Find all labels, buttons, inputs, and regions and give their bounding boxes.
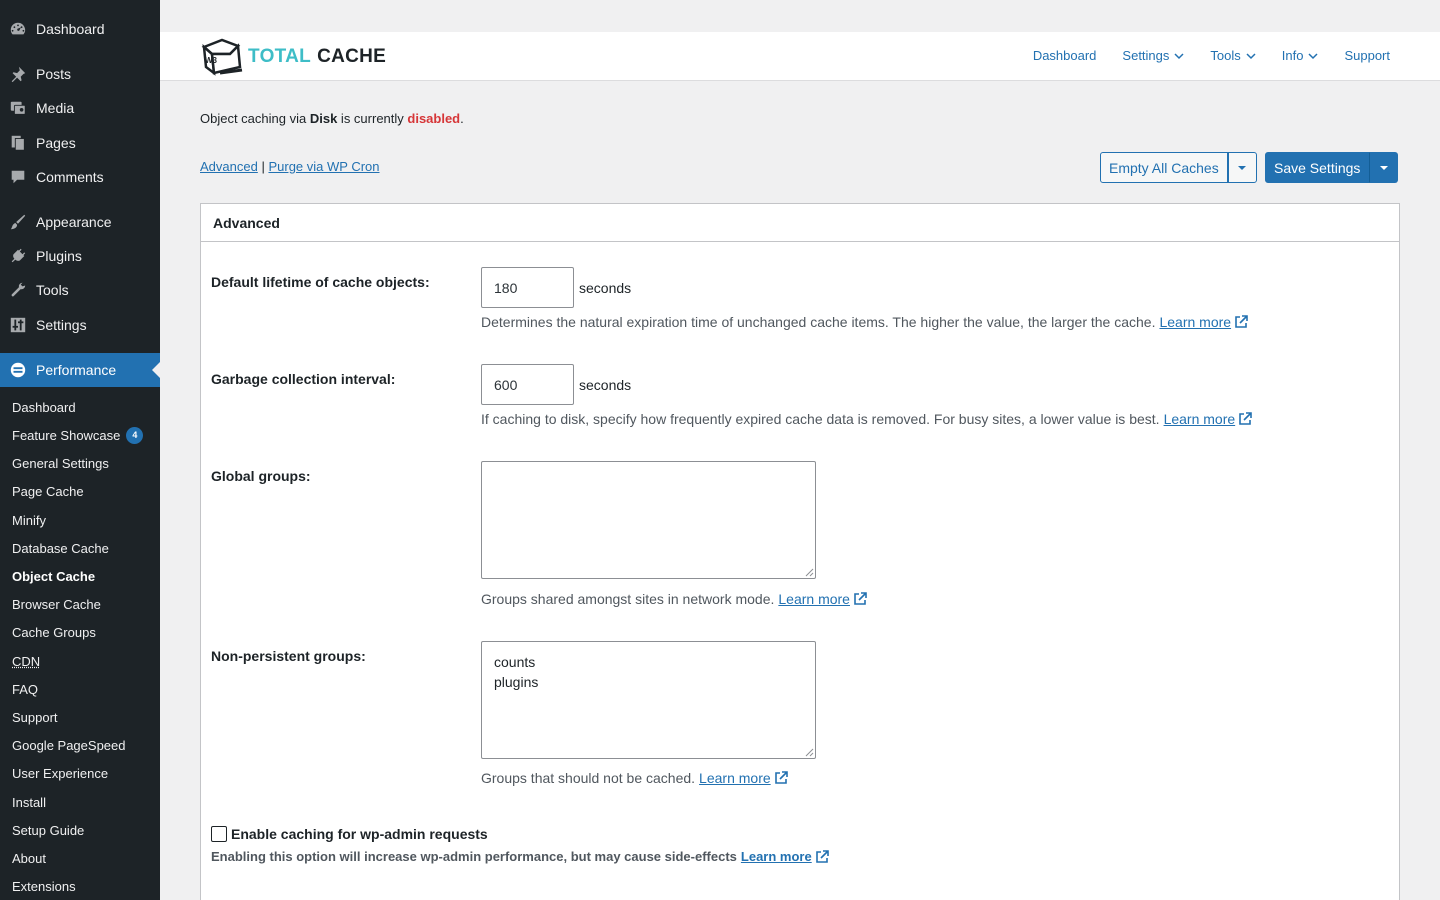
- learn-more-text: Learn more: [1163, 411, 1236, 427]
- menu-label: Tools: [36, 282, 69, 298]
- gc-input[interactable]: 600: [481, 364, 574, 405]
- nav-dashboard[interactable]: [1033, 48, 1097, 63]
- submenu-label: Cache Groups: [12, 624, 96, 640]
- gc-unit: seconds: [579, 377, 632, 393]
- submenu-install[interactable]: [0, 788, 160, 816]
- submenu-minify[interactable]: [0, 506, 160, 534]
- logo-cache-text: CACHE: [317, 46, 387, 67]
- global-groups-description: [481, 591, 867, 607]
- submenu-label: General Settings: [12, 455, 109, 471]
- menu-label: Pages: [36, 135, 76, 151]
- nav-label: Support: [1344, 48, 1390, 63]
- wpadmin-desc-text: Enabling this option will increase wp-admin performance, but may cause side-effects: [211, 849, 737, 864]
- external-link-icon: [1238, 412, 1252, 426]
- sliders-icon: [8, 315, 28, 335]
- submenu-cdn[interactable]: [0, 647, 160, 675]
- status-method: Disk: [309, 111, 338, 126]
- lifetime-desc-text: Determines the natural expiration time of unchanged cache items. The higher the value, the larger the cache.: [481, 314, 1156, 330]
- menu-dashboard[interactable]: [0, 12, 160, 46]
- update-count-badge: 4: [126, 427, 143, 444]
- save-settings-dropdown-toggle[interactable]: [1369, 152, 1398, 183]
- top-nav: [1033, 48, 1390, 63]
- lifetime-unit: seconds: [579, 280, 632, 296]
- menu-tools[interactable]: [0, 273, 160, 307]
- nav-label: Info: [1281, 48, 1304, 63]
- submenu-about[interactable]: [0, 844, 160, 872]
- wpadmin-description: [211, 849, 829, 864]
- brush-icon: [8, 212, 28, 232]
- menu-label: Plugins: [36, 248, 82, 264]
- submenu-user-experience[interactable]: [0, 759, 160, 787]
- submenu-label: Extensions: [12, 878, 76, 894]
- lifetime-label: Default lifetime of cache objects:: [211, 274, 430, 290]
- submenu-label: Page Cache: [12, 483, 84, 499]
- menu-settings[interactable]: [0, 308, 160, 342]
- save-settings-group: [1265, 152, 1398, 183]
- save-settings-button[interactable]: Save Settings: [1265, 152, 1369, 183]
- nav-label: Dashboard: [1032, 48, 1097, 63]
- link-separator: |: [261, 159, 265, 174]
- nav-label: Settings: [1122, 48, 1170, 63]
- submenu-extensions[interactable]: [0, 872, 160, 900]
- submenu-label: Setup Guide: [12, 822, 85, 838]
- wrench-icon: [8, 280, 28, 300]
- menu-performance[interactable]: [0, 353, 160, 387]
- menu-label: Media: [36, 100, 75, 116]
- global-groups-label: Global groups:: [211, 468, 311, 484]
- menu-posts[interactable]: [0, 57, 160, 91]
- menu-comments[interactable]: [0, 160, 160, 194]
- menu-label: Appearance: [36, 214, 112, 230]
- resize-grip-icon[interactable]: [805, 568, 814, 577]
- menu-label: Dashboard: [36, 21, 105, 37]
- submenu-dashboard[interactable]: [0, 393, 160, 421]
- global-groups-textarea[interactable]: [481, 461, 816, 579]
- nonpersistent-learn-more-link[interactable]: [699, 770, 788, 786]
- svg-text:W3: W3: [205, 56, 217, 65]
- submenu-feature-showcase[interactable]: [0, 421, 160, 449]
- panel-title: Advanced: [201, 204, 1399, 242]
- resize-grip-icon[interactable]: [805, 748, 814, 757]
- external-link-icon: [815, 850, 829, 864]
- submenu-label: Feature Showcase: [12, 427, 121, 443]
- media-icon: [8, 98, 28, 118]
- submenu-faq[interactable]: [0, 675, 160, 703]
- menu-pages[interactable]: [0, 126, 160, 160]
- plug-icon: [8, 246, 28, 266]
- empty-caches-group: [1100, 152, 1257, 183]
- learn-more-text: Learn more: [778, 591, 850, 607]
- submenu-cache-groups[interactable]: [0, 618, 160, 646]
- nonpersistent-desc-text: Groups that should not be cached.: [481, 770, 696, 786]
- external-link-icon: [853, 592, 867, 606]
- dashboard-icon: [8, 19, 28, 39]
- cube-logo-icon: [200, 37, 244, 77]
- wpadmin-label[interactable]: Enable caching for wp-admin requests: [231, 826, 488, 842]
- nonpersistent-label: Non-persistent groups:: [211, 648, 366, 664]
- chevron-down-icon: [1174, 51, 1184, 61]
- w3tc-logo: [200, 37, 386, 77]
- status-state: disabled: [407, 111, 461, 126]
- menu-label: Settings: [36, 317, 87, 333]
- nav-label: Tools: [1210, 48, 1241, 63]
- menu-label: Posts: [36, 66, 72, 82]
- submenu-label: Object Cache: [12, 568, 96, 584]
- submenu-label: Support: [12, 709, 58, 725]
- nav-support[interactable]: [1344, 48, 1390, 63]
- external-link-icon: [774, 771, 788, 785]
- submenu-label: Dashboard: [12, 399, 76, 415]
- menu-plugins[interactable]: [0, 239, 160, 273]
- menu-label: Comments: [36, 169, 104, 185]
- section-links: [200, 159, 380, 174]
- learn-more-text: Learn more: [699, 770, 771, 786]
- nav-info[interactable]: [1282, 48, 1319, 63]
- submenu-page-cache[interactable]: [0, 477, 160, 505]
- nav-tools[interactable]: [1210, 48, 1255, 63]
- menu-label: Performance: [36, 362, 117, 378]
- empty-all-caches-button[interactable]: Empty All Caches: [1100, 152, 1228, 183]
- submenu-general-settings[interactable]: [0, 449, 160, 477]
- status-suffix: .: [460, 111, 464, 126]
- submenu-label: Browser Cache: [12, 596, 101, 612]
- learn-more-text: Learn more: [740, 849, 812, 864]
- status-middle: is currently: [337, 111, 408, 126]
- lifetime-description: [481, 314, 1248, 330]
- submenu-label: Install: [12, 794, 46, 810]
- gc-description: [481, 411, 1252, 427]
- caret-down-icon: [1379, 165, 1389, 171]
- global-groups-learn-more-link[interactable]: [778, 591, 867, 607]
- submenu-label: FAQ: [12, 681, 39, 697]
- lifetime-input[interactable]: 180: [481, 267, 574, 308]
- pin-icon: [8, 64, 28, 84]
- textarea-line: plugins: [494, 674, 539, 690]
- learn-more-text: Learn more: [1159, 314, 1232, 330]
- admin-sidebar: [0, 0, 160, 900]
- gc-desc-text: If caching to disk, specify how frequently expired cache data is removed. For busy sites, a lower value is best.: [481, 411, 1160, 427]
- lifetime-learn-more-link[interactable]: [1159, 314, 1248, 330]
- advanced-link[interactable]: Advanced: [200, 159, 258, 174]
- nonpersistent-textarea[interactable]: [481, 641, 816, 759]
- submenu-label: Minify: [12, 512, 46, 528]
- performance-icon: [8, 360, 28, 380]
- submenu-label: Database Cache: [12, 540, 109, 556]
- menu-media[interactable]: [0, 91, 160, 125]
- submenu-object-cache[interactable]: [0, 562, 160, 590]
- submenu-google-pagespeed[interactable]: [0, 731, 160, 759]
- logo-total-text: TOTAL: [248, 46, 312, 67]
- menu-appearance[interactable]: [0, 205, 160, 239]
- submenu-database-cache[interactable]: [0, 534, 160, 562]
- submenu-label: User Experience: [12, 765, 109, 781]
- external-link-icon: [1234, 315, 1248, 329]
- wpadmin-checkbox[interactable]: [211, 826, 227, 842]
- gc-label: Garbage collection interval:: [211, 371, 396, 387]
- submenu-support[interactable]: [0, 703, 160, 731]
- chevron-down-icon: [1308, 51, 1318, 61]
- comments-icon: [8, 167, 28, 187]
- wpadmin-option: [211, 826, 488, 842]
- nonpersistent-description: [481, 770, 788, 786]
- submenu-browser-cache[interactable]: [0, 590, 160, 618]
- wpadmin-learn-more-link[interactable]: [741, 849, 829, 864]
- textarea-line: counts: [494, 654, 536, 670]
- submenu-label: CDN: [12, 653, 41, 669]
- submenu-label: Google PageSpeed: [12, 737, 126, 753]
- pages-icon: [8, 133, 28, 153]
- nav-settings[interactable]: [1122, 48, 1184, 63]
- submenu-label: About: [12, 850, 46, 866]
- empty-caches-dropdown-toggle[interactable]: [1228, 152, 1257, 183]
- gc-learn-more-link[interactable]: [1164, 411, 1253, 427]
- purge-cron-link[interactable]: Purge via WP Cron: [268, 159, 380, 174]
- plugin-header: [160, 32, 1440, 81]
- status-prefix: Object caching via: [200, 111, 310, 126]
- submenu-setup-guide[interactable]: [0, 816, 160, 844]
- object-cache-status: [200, 111, 464, 126]
- caret-down-icon: [1237, 165, 1247, 171]
- global-groups-desc-text: Groups shared amongst sites in network mode.: [481, 591, 775, 607]
- chevron-down-icon: [1246, 51, 1256, 61]
